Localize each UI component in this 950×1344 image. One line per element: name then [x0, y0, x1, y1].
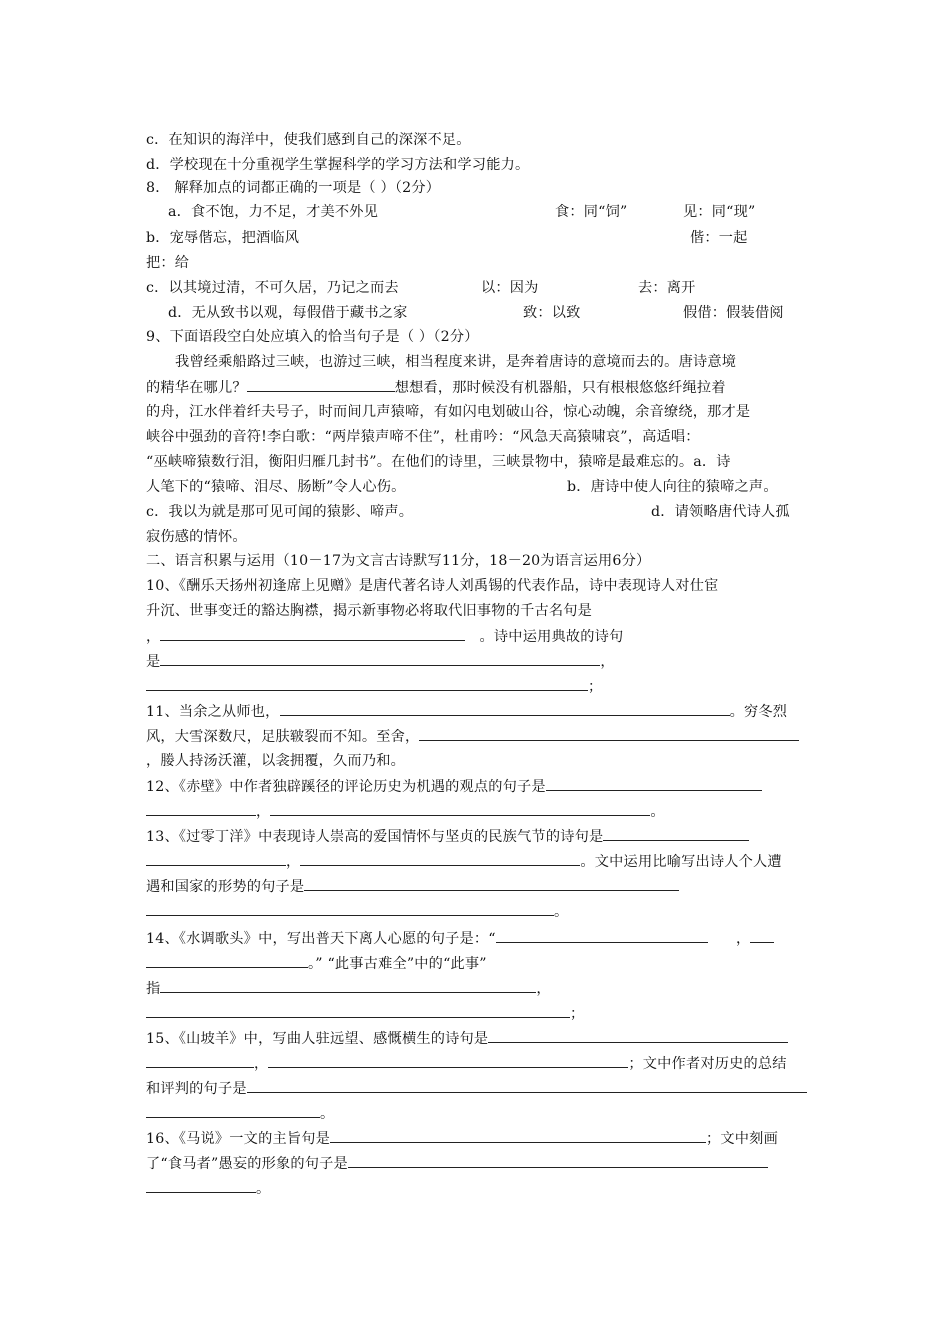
fill-blank[interactable] — [247, 377, 395, 392]
fill-blank[interactable] — [146, 1103, 320, 1118]
fill-blank[interactable] — [268, 1053, 628, 1068]
question-12: 12、《赤壁》中作者独辟蹊径的评论历史为机遇的观点的句子是 — [146, 776, 762, 797]
question-11: ，媵人持汤沃灌，以衾拥覆，久而乃和。 — [146, 753, 405, 769]
question-12: ， 。 — [146, 801, 665, 822]
question-10: ， 。诗中运用典故的诗句 — [146, 626, 623, 647]
option-c-line: c．在知识的海洋中，使我们感到自己的深深不足。 — [146, 132, 471, 148]
passage-line: 人笔下的“猿啼、泪尽、肠断”令人心伤。 — [146, 479, 406, 495]
question-16: 了“食马者”愚妄的形象的句子是 — [146, 1153, 768, 1174]
question-8: 8． 解释加点的词都正确的一项是（ ）（2分） — [146, 180, 441, 196]
passage-line: d．请领略唐代诗人孤 — [651, 504, 790, 520]
question-14: 指 ， — [146, 978, 551, 999]
q8-option-d: d．无从致书以观，每假借于藏书之家 — [168, 305, 408, 321]
passage-line: c．我以为就是那可见可闻的猿影、啼声。 — [146, 504, 414, 520]
fill-blank[interactable] — [348, 1153, 768, 1168]
q8-option-b-note1: 偕：一起 — [690, 230, 748, 246]
question-10: 升沉、世事变迁的豁达胸襟，揭示新事物必将取代旧事物的千古名句是 — [146, 603, 593, 619]
question-15: ， ；文中作者对历史的总结 — [146, 1053, 787, 1074]
fill-blank[interactable] — [419, 726, 799, 741]
question-13: ， 。文中运用比喻写出诗人个人遭 — [146, 851, 782, 872]
fill-blank[interactable] — [146, 676, 588, 691]
question-11: 11、当余之从师也， 。穷冬烈 — [146, 701, 787, 722]
question-14: 14、《水调歌头》中，写出普天下离人心愿的句子是：“ ， — [146, 928, 774, 949]
fill-blank[interactable] — [488, 1028, 788, 1043]
question-10: ； — [146, 676, 602, 697]
fill-blank[interactable] — [304, 876, 679, 891]
q8-option-d-note1: 致：以致 — [523, 305, 581, 321]
passage-line: b．唐诗中使人向往的猿啼之声。 — [567, 479, 778, 495]
q8-option-b: b．宠辱偕忘，把酒临风 — [146, 230, 300, 246]
question-15: 15、《山坡羊》中，写曲人驻远望、感慨横生的诗句是 — [146, 1028, 788, 1049]
fill-blank[interactable] — [270, 801, 650, 816]
fill-blank[interactable] — [146, 901, 554, 916]
fill-blank[interactable] — [496, 928, 708, 943]
fill-blank[interactable] — [750, 928, 774, 943]
fill-blank[interactable] — [300, 851, 580, 866]
fill-blank[interactable] — [146, 1003, 570, 1018]
fill-blank[interactable] — [603, 826, 749, 841]
question-13: 。 — [146, 901, 568, 922]
q8-option-c: c．以其境过清，不可久居，乃记之而去 — [146, 280, 399, 296]
section-2-heading: 二、语言积累与运用（10－17为文言古诗默写11分，18－20为语言运用6分） — [146, 553, 651, 569]
fill-blank[interactable] — [546, 776, 762, 791]
q8-option-a: a．食不饱，力不足，才美不外见 — [168, 204, 379, 220]
question-15: 和评判的句子是 — [146, 1078, 807, 1099]
question-10: 10、《酬乐天扬州初逢席上见赠》是唐代著名诗人刘禹锡的代表作品，诗中表现诗人对仕宦 — [146, 578, 719, 594]
passage-line: 的舟，江水伴着纤夫号子，时而间几声猿啼，有如闪电划破山谷，惊心动魄，余音缭绕，那才是 — [146, 404, 751, 420]
q8-option-a-note1: 食：同“饲” — [555, 204, 628, 220]
question-14: ； — [146, 1003, 584, 1024]
q8-option-d-note2: 假借：假装借阅 — [683, 305, 784, 321]
question-16: 。 — [146, 1178, 270, 1199]
fill-blank[interactable] — [160, 651, 600, 666]
fill-blank[interactable] — [330, 1128, 706, 1143]
fill-blank[interactable] — [160, 978, 536, 993]
option-d-line: d．学校现在十分重视学生掌握科学的学习方法和学习能力。 — [146, 157, 530, 173]
passage-line: 的精华在哪儿？ 想想看，那时候没有机器船，只有根根悠悠纤绳拉着 — [146, 377, 726, 398]
question-14: 。” “此事古难全”中的“此事” — [146, 953, 487, 974]
question-10: 是 ， — [146, 651, 615, 672]
question-13: 13、《过零丁洋》中表现诗人崇高的爱国情怀与坚贞的民族气节的诗句是 — [146, 826, 749, 847]
q8-option-c-note1: 以：因为 — [481, 280, 539, 296]
fill-blank[interactable] — [146, 851, 286, 866]
fill-blank[interactable] — [146, 1053, 254, 1068]
fill-blank[interactable] — [160, 626, 465, 641]
passage-line: 我曾经乘船路过三峡，也游过三峡，相当程度来讲，是奔着唐诗的意境而去的。唐诗意境 — [175, 354, 737, 370]
question-16: 16、《马说》一文的主旨句是 ；文中刻画 — [146, 1128, 778, 1149]
question-13: 遇和国家的形势的句子是 — [146, 876, 679, 897]
question-11: 风，大雪深数尺，足肤皲裂而不知。至舍， — [146, 726, 799, 747]
passage-line: “巫峡啼猿数行泪，衡阳归雁几封书”。在他们的诗里，三峡景物中，猿啼是最难忘的。a．诗 — [146, 454, 731, 470]
question-9: 9、下面语段空白处应填入的恰当句子是（ ）（2分） — [146, 329, 479, 345]
fill-blank[interactable] — [247, 1078, 807, 1093]
q8-option-c-note2: 去：离开 — [638, 280, 696, 296]
fill-blank[interactable] — [146, 801, 256, 816]
q8-option-b-note2: 把：给 — [146, 255, 190, 271]
passage-line: 峡谷中强劲的音符!李白歌：“两岸猿声啼不住”，杜甫吟：“风急天高猿啸哀”，高适唱： — [146, 429, 700, 445]
question-15: 。 — [146, 1103, 334, 1124]
fill-blank[interactable] — [280, 701, 730, 716]
fill-blank[interactable] — [146, 953, 308, 968]
passage-line: 寂伤感的情怀。 — [146, 529, 247, 545]
fill-blank[interactable] — [146, 1178, 256, 1193]
q8-option-a-note2: 见：同“现” — [683, 204, 756, 220]
